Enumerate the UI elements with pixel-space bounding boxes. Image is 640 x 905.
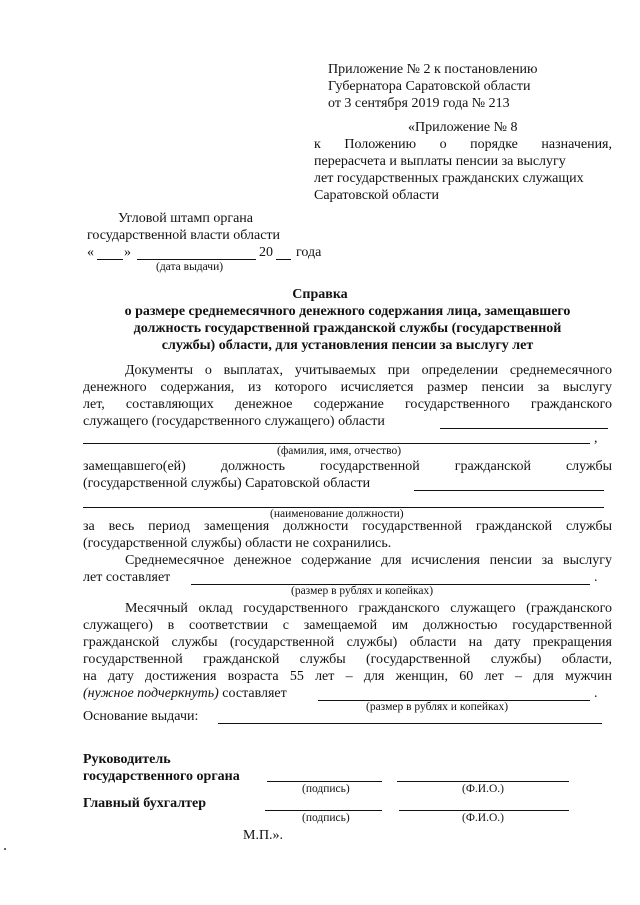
inner-appendix-line-1: к Положению о порядке назначения,	[314, 137, 612, 152]
p5-line-3: гражданской службы (государственной службы) области на дату прекращения	[83, 635, 612, 650]
p2-line-1: замещавшего(ей) должность государственной гражданской службы	[83, 459, 612, 474]
fio-blank	[83, 443, 590, 444]
p1-line-4: служащего (государственного служащего) области	[83, 414, 385, 429]
head-label-2: государственного органа	[83, 769, 240, 784]
accountant-name-blank	[399, 810, 569, 811]
position-caption: (наименование должности)	[270, 508, 404, 520]
title-line-1: о размере среднемесячного денежного содержания лица, замещавшего	[124, 304, 571, 319]
p5-line-6	[83, 686, 287, 702]
accountant-sign-caption: (подпись)	[302, 812, 350, 824]
stamp-line-1: Угловой штамп органа	[118, 211, 254, 226]
appendix-line-1: Приложение № 2 к постановлению	[328, 62, 538, 77]
basis-label: Основание выдачи:	[83, 709, 199, 724]
basis-blank	[218, 723, 602, 724]
accountant-name-caption: (Ф.И.О.)	[462, 812, 504, 824]
seal-place: М.П.».	[243, 828, 284, 843]
position-blank-1	[414, 490, 604, 491]
p4-line-1: Среднемесячное денежное содержание для исчисления пенсии за выслугу	[125, 553, 612, 568]
year-blank	[276, 259, 291, 260]
p1-line-3: лет, составляющих денежное содержание государственного гражданского	[83, 397, 612, 412]
p3-line-2: (государственной службы) области не сохранились.	[83, 536, 392, 551]
p1-line-2: денежного содержания, из которого исчисляется размер пенсии за выслугу	[83, 380, 612, 395]
date-open-quote: «	[87, 245, 94, 260]
amount-caption-1: (размер в рублях и копейках)	[291, 585, 434, 597]
inner-appendix-line-4: Саратовской области	[314, 188, 439, 203]
stamp-line-2: государственной власти области	[87, 228, 281, 243]
year-suffix: года	[296, 245, 322, 260]
underline-hint: (нужное подчеркнуть)	[83, 686, 219, 701]
inner-appendix-title: «Приложение № 8	[408, 120, 518, 135]
title-line-2: должность государственной гражданской службы (государственной	[133, 321, 562, 336]
head-sign-blank	[267, 781, 382, 782]
p1-line-1: Документы о выплатах, учитываемых при определении среднемесячного	[125, 363, 612, 378]
year-prefix: 20	[259, 245, 273, 260]
head-name-caption: (Ф.И.О.)	[462, 783, 504, 795]
inner-appendix-line-3: лет государственных гражданских служащих	[314, 171, 584, 186]
appendix-line-2: Губернатора Саратовской области	[328, 79, 531, 94]
average-salary-period: .	[594, 570, 598, 585]
fio-caption: (фамилия, имя, отчество)	[277, 445, 402, 457]
p2-line-2: (государственной службы) Саратовской области	[83, 476, 371, 491]
p5-line-2: служащего) в соответствии с замещаемой им должностью государственной	[83, 618, 612, 633]
p5-line-4: государственной гражданской службы (государственной службы) области,	[83, 652, 612, 667]
salary-period: .	[594, 686, 598, 701]
head-sign-caption: (подпись)	[302, 783, 350, 795]
date-close-quote: »	[124, 245, 131, 260]
inner-appendix-line-2: перерасчета и выплаты пенсии за выслугу	[314, 154, 566, 169]
scan-speck	[4, 848, 6, 850]
p3-line-1: за весь период замещения должности государственной гражданской службы	[83, 519, 612, 534]
document-title: Справка	[292, 287, 348, 302]
head-name-blank	[397, 781, 569, 782]
date-month-blank	[137, 259, 256, 260]
date-caption: (дата выдачи)	[156, 261, 224, 273]
appendix-line-3: от 3 сентября 2019 года № 213	[328, 96, 510, 111]
date-day-blank	[97, 259, 123, 260]
p5-line-1: Месячный оклад государственного гражданского служащего (гражданского	[125, 601, 612, 616]
p5-line-5: на дату достижения возраста 55 лет – для женщин, 60 лет – для мужчин	[83, 669, 612, 684]
accountant-label: Главный бухгалтер	[83, 796, 206, 811]
region-blank	[440, 428, 608, 429]
accountant-sign-blank	[265, 810, 382, 811]
p5-line-6-rest: составляет	[222, 686, 287, 701]
p4-line-2: лет составляет	[83, 570, 171, 585]
fio-comma: ,	[594, 431, 598, 446]
amount-caption-2: (размер в рублях и копейках)	[366, 701, 509, 713]
title-line-3: службы) области, для установления пенсии за выслугу лет	[161, 338, 534, 353]
head-label-1: Руководитель	[83, 752, 171, 767]
